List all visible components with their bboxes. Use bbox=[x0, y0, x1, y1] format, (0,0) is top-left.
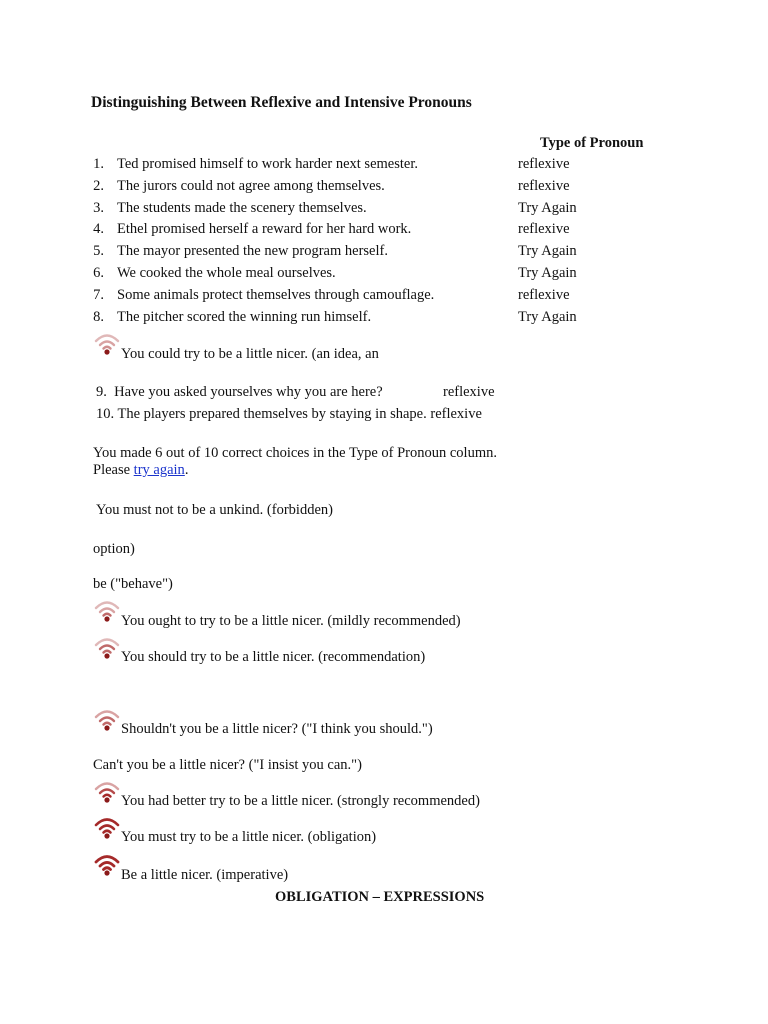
item-number: 9. bbox=[96, 384, 107, 400]
signal-strength-icon bbox=[93, 598, 121, 622]
signal-strength-icon bbox=[93, 852, 121, 876]
item-number: 4. bbox=[93, 221, 104, 237]
list-item bbox=[0, 309, 768, 327]
list-item bbox=[0, 156, 768, 174]
list-item bbox=[0, 265, 768, 283]
item-number: 8. bbox=[93, 309, 104, 325]
item-type: reflexive bbox=[443, 384, 495, 400]
please-text: Please bbox=[93, 462, 131, 478]
column-header-type: Type of Pronoun bbox=[540, 135, 644, 151]
signal-strength-icon bbox=[93, 707, 121, 731]
line-must: You must try to be a little nicer. (obligation) bbox=[121, 829, 377, 845]
score-line: You made 6 out of 10 correct choices in the Type of Pronoun column. bbox=[93, 445, 497, 461]
line-had-better: You had better try to be a little nicer. (strongly recommended) bbox=[121, 793, 480, 809]
item-type: reflexive bbox=[518, 156, 570, 172]
item-number: 6. bbox=[93, 265, 104, 281]
list-item-10 bbox=[96, 405, 482, 423]
item-type: reflexive bbox=[518, 221, 570, 237]
list-item bbox=[0, 200, 768, 218]
item-number: 2. bbox=[93, 178, 104, 194]
item-sentence: Ethel promised herself a reward for her hard work. bbox=[117, 221, 412, 237]
item-type: Try Again bbox=[518, 265, 577, 281]
item-type: reflexive bbox=[518, 287, 570, 303]
item-sentence: We cooked the whole meal ourselves. bbox=[117, 265, 336, 281]
item-sentence: Ted promised himself to work harder next semester. bbox=[117, 156, 418, 172]
signal-strength-icon bbox=[93, 779, 121, 803]
item-number: 3. bbox=[93, 200, 104, 216]
line-could: You could try to be a little nicer. (an idea, an bbox=[121, 346, 379, 362]
line-behave: be ("behave") bbox=[93, 576, 173, 592]
line-must-not: You must not to be a unkind. (forbidden) bbox=[96, 502, 333, 518]
line-ought: You ought to try to be a little nicer. (mildly recommended) bbox=[121, 613, 461, 629]
item-type: Try Again bbox=[518, 200, 577, 216]
item-sentence: The students made the scenery themselves. bbox=[117, 200, 367, 216]
please-line bbox=[93, 461, 188, 479]
period-text: . bbox=[184, 462, 189, 478]
signal-strength-icon bbox=[93, 331, 121, 355]
section-heading-obligation: OBLIGATION – EXPRESSIONS bbox=[275, 889, 485, 905]
line-imperative: Be a little nicer. (imperative) bbox=[121, 867, 289, 883]
item-type: reflexive bbox=[430, 406, 482, 422]
item-number: 1. bbox=[93, 156, 104, 172]
item-sentence: The pitcher scored the winning run himself. bbox=[117, 309, 372, 325]
try-again-link[interactable]: try again bbox=[133, 462, 185, 478]
item-sentence: The jurors could not agree among themselves. bbox=[117, 178, 385, 194]
item-type: Try Again bbox=[518, 243, 577, 259]
list-item-9 bbox=[96, 383, 383, 401]
item-sentence: The mayor presented the new program herself. bbox=[117, 243, 388, 259]
item-sentence: Some animals protect themselves through camouflage. bbox=[117, 287, 435, 303]
signal-strength-icon bbox=[93, 635, 121, 659]
line-option: option) bbox=[93, 541, 135, 557]
line-shouldnt: Shouldn't you be a little nicer? ("I think you should.") bbox=[121, 721, 433, 737]
list-item bbox=[0, 178, 768, 196]
line-cant: Can't you be a little nicer? ("I insist you can.") bbox=[93, 757, 362, 773]
item-number: 5. bbox=[93, 243, 104, 259]
item-sentence: 10. The players prepared themselves by staying in shape. bbox=[96, 406, 427, 422]
page-title: Distinguishing Between Reflexive and Intensive Pronouns bbox=[91, 94, 472, 111]
line-should: You should try to be a little nicer. (recommendation) bbox=[121, 649, 426, 665]
item-type: reflexive bbox=[518, 178, 570, 194]
list-item bbox=[0, 243, 768, 261]
list-item bbox=[0, 287, 768, 305]
item-type: Try Again bbox=[518, 309, 577, 325]
item-sentence: Have you asked yourselves why you are here? bbox=[114, 384, 383, 400]
signal-strength-icon bbox=[93, 815, 121, 839]
item-number: 7. bbox=[93, 287, 104, 303]
list-item bbox=[0, 221, 768, 239]
